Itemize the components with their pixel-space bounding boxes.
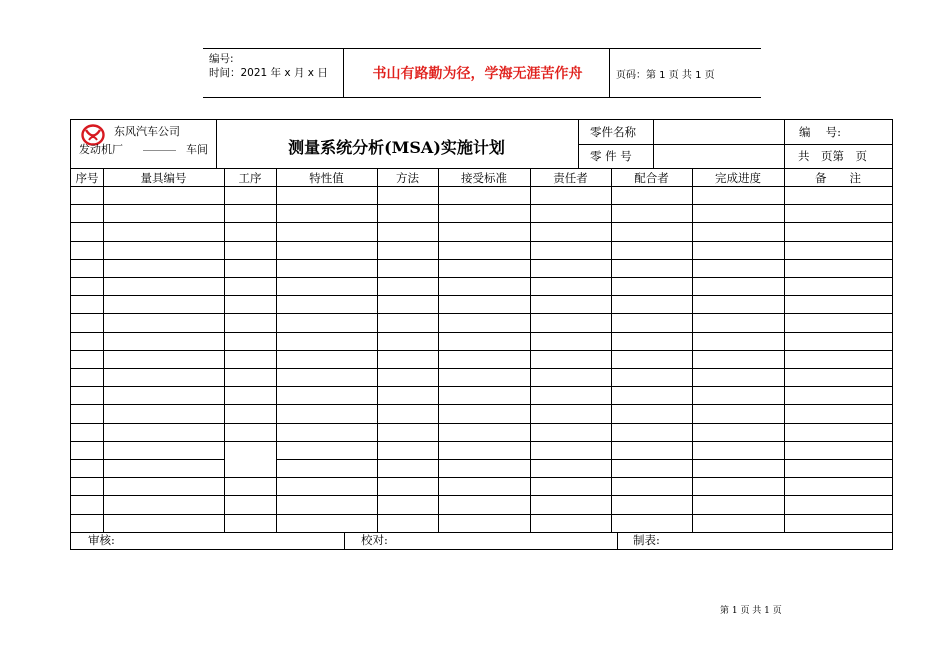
grid-line: [71, 514, 892, 515]
motto-text: 书山有路勤为径，学海无涯苦作舟: [372, 66, 583, 82]
grid-line: [71, 368, 892, 369]
column-header: 备 注: [815, 171, 861, 185]
column-header: 责任者: [553, 171, 588, 185]
grid-line: [71, 350, 892, 351]
grid-line: [530, 168, 531, 532]
check-label: 校对:: [361, 533, 388, 547]
grid-line: [438, 168, 439, 532]
grid-line: [71, 313, 892, 314]
factory-name: 发动机厂: [79, 143, 123, 156]
grid-line: [71, 222, 892, 223]
grid-line: [71, 423, 892, 424]
grid-line: [784, 168, 785, 532]
grid-line: [611, 168, 612, 532]
header-divider: [343, 49, 344, 97]
grid-line: [578, 144, 892, 145]
grid-line: [216, 120, 217, 168]
grid-line: [71, 277, 892, 278]
grid-line: [71, 441, 892, 442]
msa-plan-form: [70, 119, 893, 550]
grid-line: [71, 495, 892, 496]
column-header: 完成进度: [715, 171, 761, 185]
form-title: 测量系统分析(MSA)实施计划: [288, 138, 505, 157]
document-header: [203, 48, 761, 98]
grid-line: [276, 459, 892, 460]
column-header: 特性值: [309, 171, 344, 185]
grid-line: [71, 241, 892, 242]
footer-page-info: 第 1 页 共 1 页: [720, 606, 782, 616]
grid-line: [71, 168, 892, 169]
grid-line: [344, 532, 345, 549]
grid-line: [71, 459, 224, 460]
grid-line: [71, 186, 892, 187]
workshop-blank: ______: [143, 138, 176, 151]
grid-line: [103, 168, 104, 532]
code-label: 编 号:: [799, 125, 842, 139]
grid-line: [71, 477, 892, 478]
grid-line: [71, 386, 892, 387]
column-header: 量具编号: [140, 171, 187, 185]
part-number-label: 零 件 号: [590, 149, 632, 163]
page-count-label: 共 页第 页: [798, 149, 867, 163]
document-time: 时间：2021 年 x 月 x 日: [209, 67, 328, 79]
company-name: 东风汽车公司: [114, 125, 180, 138]
review-label: 审核:: [88, 533, 115, 547]
header-divider: [609, 49, 610, 97]
grid-line: [224, 168, 225, 532]
column-header: 配合者: [634, 171, 669, 185]
grid-line: [71, 295, 892, 296]
grid-line: [377, 168, 378, 532]
grid-line: [276, 168, 277, 532]
grid-line: [71, 332, 892, 333]
column-header: 序号: [75, 171, 99, 185]
grid-line: [71, 404, 892, 405]
grid-line: [71, 259, 892, 260]
column-header: 工序: [238, 171, 262, 185]
header-meta: [209, 52, 328, 80]
document-number-label: 编号:: [209, 53, 234, 65]
grid-line: [71, 204, 892, 205]
column-header: 方法: [396, 171, 419, 185]
header-page-info: 页码：第 1 页 共 1 页: [616, 69, 715, 81]
grid-line: [692, 168, 693, 532]
part-name-label: 零件名称: [590, 125, 636, 139]
prepare-label: 制表:: [633, 533, 660, 547]
grid-line: [71, 532, 892, 533]
workshop-label: 车间: [186, 143, 208, 156]
column-header: 接受标准: [461, 171, 507, 185]
grid-line: [617, 532, 618, 549]
